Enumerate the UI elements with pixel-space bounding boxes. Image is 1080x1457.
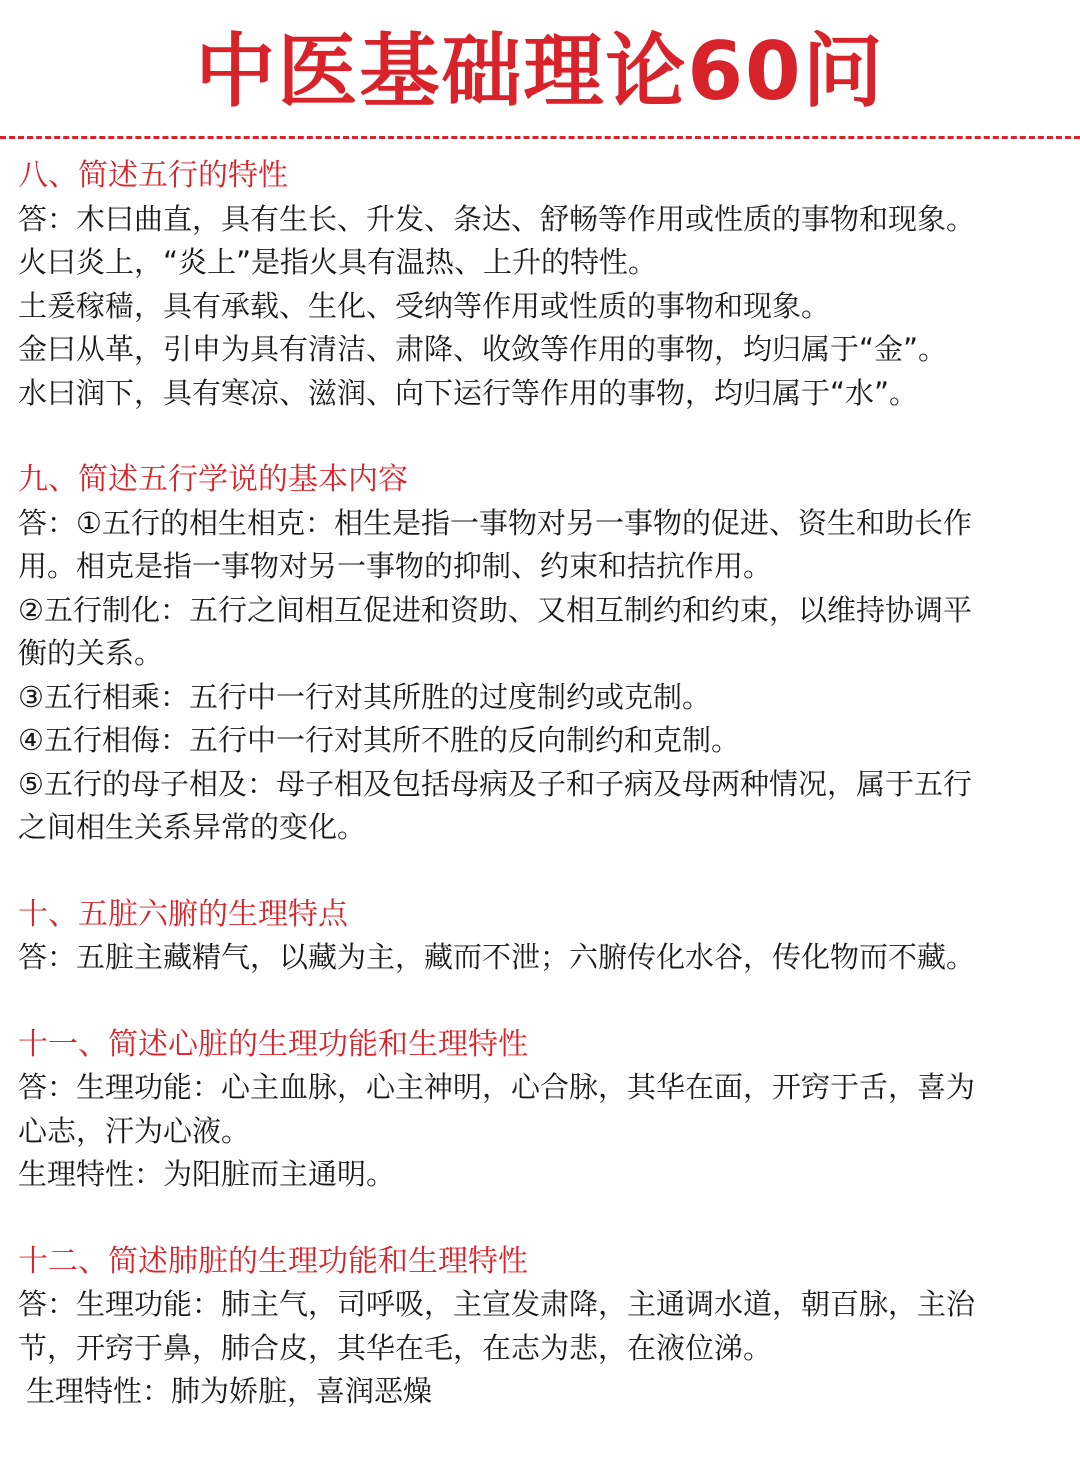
content-body — [18, 154, 1070, 1457]
section-11 — [18, 1023, 1070, 1197]
paragraph-line: 生理特性：为阳脏而主通明。 — [18, 1157, 396, 1191]
paragraph-line: 衡的关系。 — [18, 636, 164, 670]
paragraph-line: 金曰从革，引申为具有清洁、肃降、收敛等作用的事物，均归属于“金”。 — [18, 332, 948, 366]
paragraph-line: ⑤五行的母子相及：母子相及包括母病及子和子病及母两种情况，属于五行 — [18, 766, 972, 801]
page-title: 中医基础理论60问 — [195, 25, 885, 118]
paragraph-line: 水曰润下，具有寒凉、滋润、向下运行等作用的事物，均归属于“水”。 — [18, 375, 919, 410]
section-12 — [18, 1240, 1070, 1414]
section-heading: 九、简述五行学说的基本内容 — [18, 462, 408, 497]
paragraph-line: ②五行制化：五行之间相互促进和资助、又相互制约和约束，以维持协调平 — [18, 592, 972, 627]
paragraph-line: 答：生理功能：心主血脉，心主神明，心合脉，其华在面，开窍于舌，喜为 — [18, 1070, 976, 1104]
paragraph-line: 用。相克是指一事物对另一事物的抑制、约束和拮抗作用。 — [18, 549, 773, 583]
paragraph-line: 答：①五行的相生相克：相生是指一事物对另一事物的促进、资生和助长作 — [18, 505, 972, 540]
section-heading: 十二、简述肺脏的生理功能和生理特性 — [18, 1243, 528, 1279]
section-heading: 八、简述五行的特性 — [18, 158, 288, 193]
paragraph-line: 之间相生关系异常的变化。 — [18, 810, 367, 844]
paragraph-line: 答：五脏主藏精气，以藏为主，藏而不泄；六腑传化水谷，传化物而不藏。 — [18, 940, 976, 974]
dashed-divider — [0, 136, 1080, 139]
paragraph-line: 答：木曰曲直，具有生长、升发、条达、舒畅等作用或性质的事物和现象。 — [18, 201, 976, 236]
paragraph-line: 火曰炎上，“炎上”是指火具有温热、上升的特性。 — [18, 245, 658, 279]
section-8 — [18, 154, 1070, 415]
section-10 — [18, 893, 1070, 980]
paragraph-line: 节，开窍于鼻，肺合皮，其华在毛，在志为悲，在液位涕。 — [18, 1330, 773, 1365]
paragraph-line: 土爰稼穑，具有承载、生化、受纳等作用或性质的事物和现象。 — [18, 288, 831, 323]
section-9 — [18, 458, 1070, 850]
section-heading: 十一、简述心脏的生理功能和生理特性 — [18, 1026, 528, 1062]
section-heading: 十、五脏六腑的生理特点 — [18, 896, 348, 932]
paragraph-line: 答：生理功能：肺主气，司呼吸，主宣发肃降，主通调水道，朝百脉，主治 — [18, 1287, 976, 1321]
paragraph-line: ④五行相侮：五行中一行对其所不胜的反向制约和克制。 — [18, 723, 740, 757]
paragraph-line: ③五行相乘：五行中一行对其所胜的过度制约或克制。 — [18, 679, 711, 714]
paragraph-line: 生理特性：肺为娇脏，喜润恶燥 — [26, 1374, 433, 1408]
paragraph-line: 心志，汗为心液。 — [18, 1113, 251, 1148]
